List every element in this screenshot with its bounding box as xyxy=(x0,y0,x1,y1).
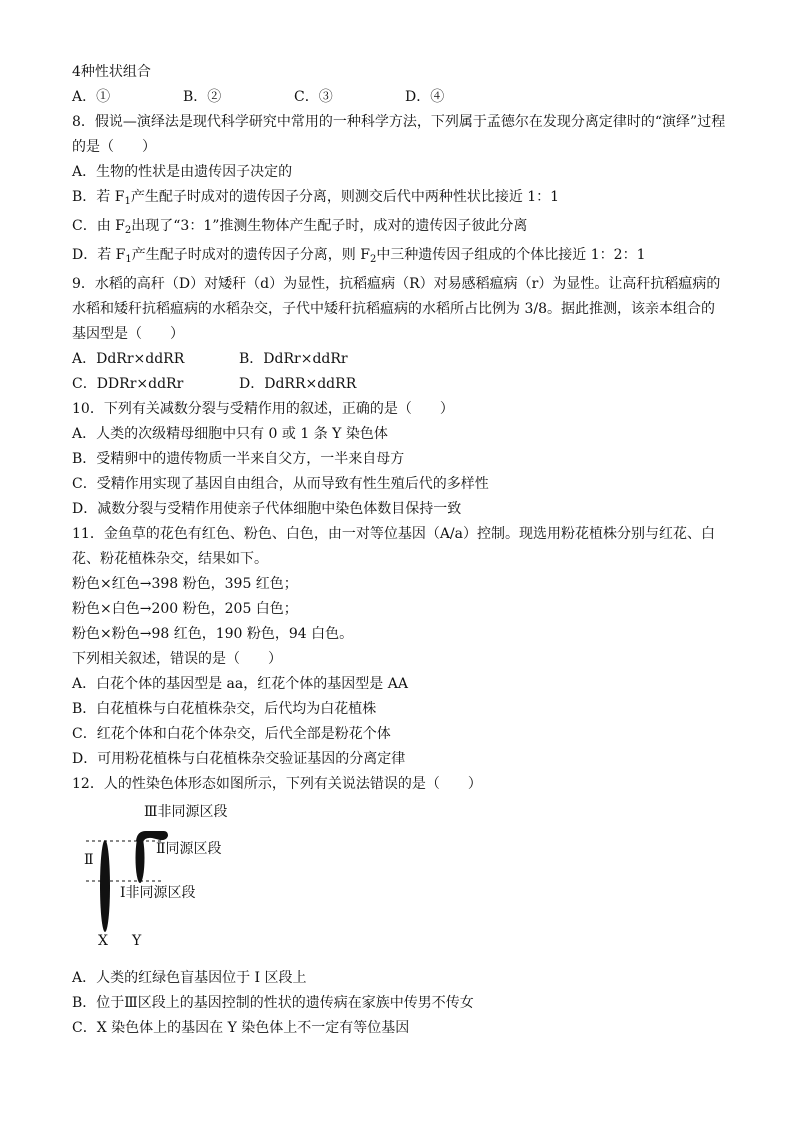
q11-option-a: A．白花个体的基因型是 aa，红花个体的基因型是 AA xyxy=(72,676,408,692)
q12-option-b: B．位于Ⅲ区段上的基因控制的性状的遗传病在家族中传男不传女 xyxy=(72,995,474,1011)
q8-option-d-mid: 产生配子时成对的遗传因子分离，则 F xyxy=(131,247,370,263)
q8-option-b-pre: B．若 F xyxy=(72,189,125,205)
q8-option-c-sub: 2 xyxy=(124,225,132,236)
q10-option-a: A．人类的次级精母细胞中只有 0 或 1 条 Y 染色体 xyxy=(72,426,388,442)
q9-option-d: D．DdRR×ddRR xyxy=(239,376,357,392)
q10-option-c: C．受精作用实现了基因自由组合，从而导致有性生殖后代的多样性 xyxy=(72,476,489,492)
q11-ask: 下列相关叙述，错误的是（ ） xyxy=(72,651,282,667)
q11-option-c: C．红花个体和白花个体杂交，后代全部是粉花个体 xyxy=(72,726,391,742)
sex-chromosome-figure xyxy=(72,801,732,966)
region-i-label: Ⅰ非同源区段 xyxy=(120,885,196,901)
q8-option-d-sub: 1 xyxy=(125,254,132,265)
q8-option-d-sub2: 2 xyxy=(369,254,377,265)
q7-option-d: D．④ xyxy=(405,89,445,105)
q8-option-b xyxy=(72,185,732,214)
q8-option-b-post: 产生配子时成对的遗传因子分离，则测交后代中两种性状比接近 1：1 xyxy=(130,189,560,205)
q9-options-row-1 xyxy=(72,347,732,372)
q9-stem-line-2: 水稻和矮秆抗稻瘟病的水稻杂交，子代中矮秆抗稻瘟病的水稻所占比例为 3/8。据此推测，该亲本组合的 xyxy=(72,301,715,317)
q7-tail-text: 4种性状组合 xyxy=(72,64,151,80)
q11-cross-2: 粉色×白色→200 粉色，205 白色； xyxy=(72,601,298,617)
q9-option-b: B．DdRr×ddRr xyxy=(239,351,348,367)
q12-stem: 12．人的性染色体形态如图所示，下列有关说法错误的是（ ） xyxy=(72,776,482,792)
q8-stem-line-1: 8．假说—演绎法是现代科学研究中常用的一种科学方法，下列属于孟德尔在发现分离定律时的“演绎”过程 xyxy=(72,114,726,130)
q9-stem-line-3: 基因型是（ ） xyxy=(72,326,184,342)
q11-stem-line-2: 花、粉花植株杂交，结果如下。 xyxy=(72,551,268,567)
q11-stem-line-1: 11．金鱼草的花色有红色、粉色、白色，由一对等位基因（A/a）控制。现选用粉花植株分别与红花、白 xyxy=(72,526,715,542)
q8-option-c-pre: C．由 F xyxy=(72,218,125,234)
q10-option-b: B．受精卵中的遗传物质一半来自父方，一半来自母方 xyxy=(72,451,405,467)
q11-option-d: D．可用粉花植株与白花植株杂交验证基因的分离定律 xyxy=(72,751,406,767)
q8-option-d-post: 中三种遗传因子组成的个体比接近 1：2：1 xyxy=(376,247,646,263)
q12-option-a: A．人类的红绿色盲基因位于 I 区段上 xyxy=(72,970,307,986)
q8-option-c xyxy=(72,214,732,243)
region-iii-label: Ⅲ非同源区段 xyxy=(144,804,228,820)
q9-stem-line-1: 9．水稻的高秆（D）对矮秆（d）为显性，抗稻瘟病（R）对易感稻瘟病（r）为显性。让高秆抗稻瘟病的 xyxy=(72,276,721,292)
region-ii-label: Ⅱ同源区段 xyxy=(156,841,222,857)
q11-cross-1: 粉色×红色→398 粉色，395 红色； xyxy=(72,576,298,592)
x-chromosome-shape xyxy=(100,840,110,932)
q7-option-a: A．① xyxy=(72,89,111,105)
q8-option-a: A．生物的性状是由遗传因子决定的 xyxy=(72,164,293,180)
q12-option-c: C．X 染色体上的基因在 Y 染色体上不一定有等位基因 xyxy=(72,1020,410,1036)
sex-chromosome-diagram xyxy=(72,801,372,966)
q8-option-d xyxy=(72,243,732,272)
q10-stem: 10．下列有关减数分裂与受精作用的叙述，正确的是（ ） xyxy=(72,401,454,417)
q8-stem-line-2: 的是（ ） xyxy=(72,139,156,155)
q9-options-row-2 xyxy=(72,372,732,397)
q7-option-b: B．② xyxy=(183,89,222,105)
q8-option-d-pre: D．若 F xyxy=(72,247,126,263)
q8-option-b-sub: 1 xyxy=(124,196,131,207)
q9-option-c: C．DDRr×ddRr xyxy=(72,376,184,392)
q7-option-c: C．③ xyxy=(294,89,333,105)
y-label: Y xyxy=(132,933,142,949)
q9-option-a: A．DdRr×ddRR xyxy=(72,351,185,367)
q8-option-c-post: 出现了“3：1”推测生物体产生配子时，成对的遗传因子彼此分离 xyxy=(131,218,528,234)
q11-cross-3: 粉色×粉色→98 红色，190 粉色，94 白色。 xyxy=(72,626,354,642)
q7-options xyxy=(72,85,732,110)
q10-option-d: D．减数分裂与受精作用使亲子代体细胞中染色体数目保持一致 xyxy=(72,501,462,517)
region-ii-side-label: Ⅱ xyxy=(84,852,94,868)
exam-page xyxy=(72,60,732,1041)
q11-option-b: B．白花植株与白花植株杂交，后代均为白花植株 xyxy=(72,701,377,717)
x-label: X xyxy=(98,933,108,949)
